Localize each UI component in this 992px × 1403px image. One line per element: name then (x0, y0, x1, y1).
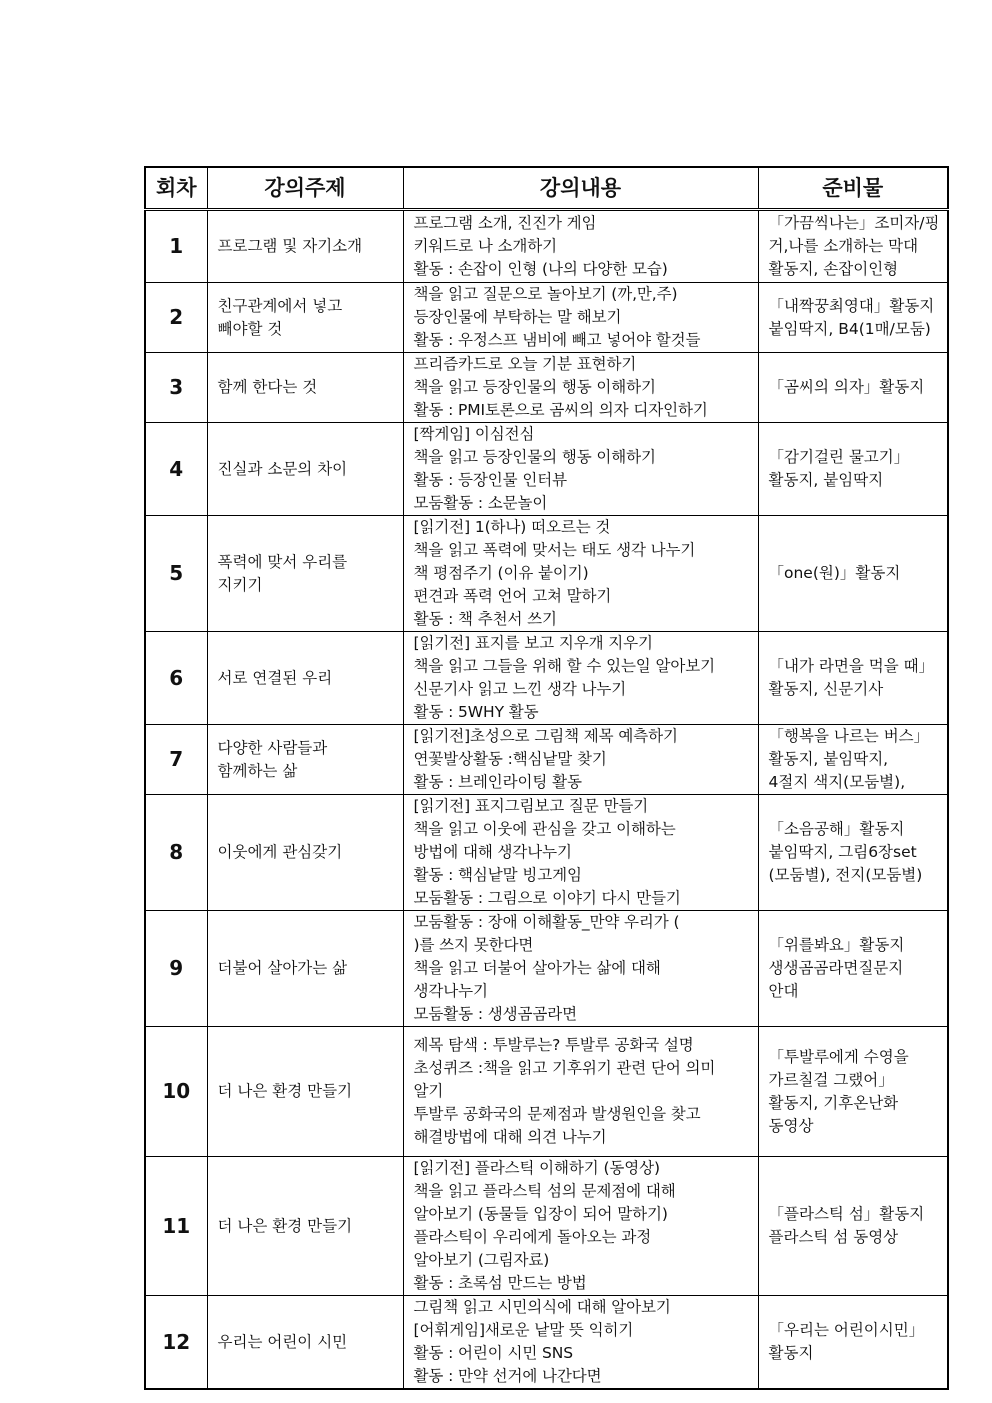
lecture-topic-line: 다양한 사람들과 (217, 738, 328, 757)
lecture-topic-line: 진실과 소문의 차이 (217, 459, 348, 478)
lecture-content-line: 신문기사 읽고 느낀 생각 나누기 (413, 680, 627, 698)
materials-line: 「위를봐요」활동지 (768, 936, 905, 954)
header-content: 강의내용 (403, 167, 758, 210)
lecture-content-line: 책 평점주기 (이유 붙이기) (413, 564, 589, 582)
lecture-content-line: 방법에 대해 생각나누기 (413, 843, 572, 861)
table-header-row (145, 167, 948, 210)
lecture-content-line: 활동 : 5WHY 활동 (413, 703, 539, 721)
lecture-content-line: 등장인물에 부탁하는 말 해보기 (413, 308, 622, 326)
materials-line: 「곰씨의 의자」활동지 (768, 378, 925, 396)
materials (758, 1296, 948, 1390)
lecture-topic (207, 1027, 403, 1157)
lecture-topic-line: 프로그램 및 자기소개 (217, 237, 363, 255)
lecture-content-line: 책을 읽고 이웃에 관심을 갖고 이해하는 (413, 820, 676, 838)
materials-line: 활동지, 손잡이인형 (768, 260, 899, 278)
lecture-topic-line: 이웃에게 관심갖기 (217, 843, 343, 861)
lecture-content-line: 활동 : 브레인라이팅 활동 (413, 773, 582, 791)
session-number: 2 (145, 283, 207, 353)
table-row (145, 632, 948, 725)
lecture-content (403, 1157, 758, 1296)
lecture-content-line: [읽기전] 표지그림보고 질문 만들기 (413, 797, 649, 815)
materials-line: 붙임딱지, B4(1매/모둠) (768, 319, 931, 338)
session-number: 12 (145, 1296, 207, 1390)
materials (758, 1027, 948, 1157)
materials (758, 1157, 948, 1296)
session-number: 5 (145, 516, 207, 632)
session-number: 7 (145, 725, 207, 795)
lecture-content-line: 책을 읽고 그들을 위해 할 수 있는일 알아보기 (413, 657, 716, 675)
materials-line: 플라스틱 섬 동영상 (768, 1228, 899, 1246)
materials-line: 「투발루에게 수영을 (768, 1047, 909, 1066)
session-number: 6 (145, 632, 207, 725)
lecture-topic (207, 1296, 403, 1390)
materials (758, 353, 948, 423)
lecture-content-line: [짝게임] 이심전심 (413, 425, 535, 443)
lecture-content-line: 활동 : 책 추천서 쓰기 (413, 610, 557, 628)
lecture-content-line: 활동 : PMI토론으로 곰씨의 의자 디자인하기 (413, 401, 708, 419)
table-row (145, 1296, 948, 1390)
header-materials: 준비물 (758, 167, 948, 210)
lecture-content-line: 책을 읽고 더불어 살아가는 삶에 대해 (413, 959, 661, 977)
table-row (145, 516, 948, 632)
lecture-content-line: 책을 읽고 질문으로 놀아보기 (까,만,주) (413, 285, 678, 303)
table-row (145, 911, 948, 1027)
lecture-content-line: )를 쓰지 못한다면 (413, 936, 534, 954)
materials (758, 632, 948, 725)
materials-line: 「행복을 나르는 버스」 (768, 727, 930, 745)
lecture-topic (207, 632, 403, 725)
lecture-content-line: 해결방법에 대해 의견 나누기 (413, 1128, 607, 1146)
table-row (145, 210, 948, 283)
lecture-content (403, 725, 758, 795)
lecture-content-line: [어휘게임]새로운 낱말 뜻 익히기 (413, 1321, 634, 1339)
materials-line: 「one(원)」활동지 (768, 564, 901, 582)
lecture-content-line: 키워드로 나 소개하기 (413, 237, 558, 255)
materials-line: 가르칠걸 그랬어」 (768, 1070, 894, 1089)
lecture-content (403, 423, 758, 516)
lecture-topic-line: 함께 한다는 것 (217, 378, 318, 396)
lecture-topic-line: 더 나은 환경 만들기 (217, 1082, 353, 1100)
lecture-content-line: [읽기전] 플라스틱 이해하기 (동영상) (413, 1159, 660, 1177)
lecture-content (403, 283, 758, 353)
lecture-content-line: 플라스틱이 우리에게 돌아오는 과정 (413, 1228, 652, 1246)
lecture-content-line: 활동 : 핵심낱말 빙고게임 (413, 866, 582, 884)
lecture-content-line: 활동 : 초록섬 만드는 방법 (413, 1274, 587, 1292)
materials-line: 「내짝꿍최영대」활동지 (768, 296, 935, 315)
lecture-content-line: 연꽃발상활동 :핵심낱말 찾기 (413, 750, 607, 768)
table-row (145, 795, 948, 911)
lecture-content-line: 그림책 읽고 시민의식에 대해 알아보기 (413, 1298, 671, 1316)
materials-line: 활동지, 붙임딱지, (768, 750, 889, 768)
materials-line: 동영상 (768, 1116, 814, 1135)
materials (758, 210, 948, 283)
lecture-content-line: 모둠활동 : 그림으로 이야기 다시 만들기 (413, 889, 681, 907)
lecture-topic-line: 지키기 (217, 575, 263, 594)
lecture-topic (207, 795, 403, 911)
lecture-content (403, 632, 758, 725)
materials-line: 「내가 라면을 먹을 때」 (768, 657, 935, 675)
materials (758, 911, 948, 1027)
lecture-topic (207, 210, 403, 283)
lecture-content-line: [읽기전] 1(하나) 떠오르는 것 (413, 518, 611, 536)
materials-line: 안대 (768, 982, 799, 1000)
header-topic: 강의주제 (207, 167, 403, 210)
lecture-content-line: 활동 : 우정스프 냄비에 빼고 넣어야 할것들 (413, 331, 701, 349)
materials-line: 활동지 (768, 1344, 814, 1362)
lecture-content-line: 알아보기 (동물들 입장이 되어 말하기) (413, 1205, 668, 1223)
table-row (145, 423, 948, 516)
lecture-topic (207, 353, 403, 423)
lecture-topic-line: 함께하는 삶 (217, 761, 298, 780)
lecture-content (403, 911, 758, 1027)
lecture-content-line: 편견과 폭력 언어 고쳐 말하기 (413, 587, 612, 605)
lecture-topic-line: 서로 연결된 우리 (217, 668, 333, 687)
lecture-content-line: 책을 읽고 등장인물의 행동 이해하기 (413, 448, 656, 466)
materials-line: 활동지, 붙임딱지 (768, 471, 884, 489)
materials-line: 활동지, 기후온난화 (768, 1093, 899, 1112)
lecture-content-line: 생각나누기 (413, 982, 488, 1000)
lecture-topic (207, 516, 403, 632)
materials-line: 「가끔씩나는」조미자/핑 (768, 214, 940, 232)
lecture-topic (207, 283, 403, 353)
materials (758, 795, 948, 911)
materials-line: 「플라스틱 섬」활동지 (768, 1205, 925, 1223)
lecture-content-line: 모둠활동 : 소문놀이 (413, 494, 548, 512)
materials (758, 423, 948, 516)
lecture-topic-line: 우리는 어린이 시민 (217, 1332, 348, 1351)
session-number: 3 (145, 353, 207, 423)
lecture-topic (207, 911, 403, 1027)
materials (758, 516, 948, 632)
lecture-content-line: 투발루 공화국의 문제점과 발생원인을 찾고 (413, 1105, 701, 1123)
lecture-content-line: 책을 읽고 등장인물의 행동 이해하기 (413, 378, 656, 396)
materials-line: 붙임딱지, 그림6장set (768, 843, 917, 861)
table-row (145, 1157, 948, 1296)
lecture-topic (207, 1157, 403, 1296)
lecture-topic-line: 친구관계에서 넣고 (217, 296, 343, 315)
materials-line: 「우리는 어린이시민」 (768, 1321, 925, 1339)
lecture-content (403, 1027, 758, 1157)
lecture-content-line: 활동 : 등장인물 인터뷰 (413, 471, 567, 489)
table-row (145, 283, 948, 353)
materials-line: (모둠별), 전지(모둠별) (768, 866, 923, 884)
materials-line: 거,나를 소개하는 막대 (768, 237, 919, 255)
lecture-content-line: 책을 읽고 폭력에 맞서는 태도 생각 나누기 (413, 541, 696, 559)
session-number: 10 (145, 1027, 207, 1157)
session-number: 4 (145, 423, 207, 516)
lecture-content-line: 모둠활동 : 장애 이해활동_만약 우리가 ( (413, 913, 680, 931)
lecture-content-line: 프리즘카드로 오늘 기분 표현하기 (413, 355, 637, 373)
materials-line: 활동지, 신문기사 (768, 680, 884, 698)
lecture-content-line: 알아보기 (그림자료) (413, 1251, 550, 1269)
materials-line: 생생곰곰라면질문지 (768, 959, 904, 977)
session-number: 8 (145, 795, 207, 911)
lecture-content-line: 활동 : 손잡이 인형 (나의 다양한 모습) (413, 260, 668, 278)
lecture-topic-line: 폭력에 맞서 우리를 (217, 552, 348, 571)
lecture-content-line: [읽기전]초성으로 그림책 제목 예측하기 (413, 727, 678, 745)
session-number: 11 (145, 1157, 207, 1296)
lecture-content (403, 210, 758, 283)
lecture-content (403, 516, 758, 632)
lecture-content (403, 353, 758, 423)
lecture-content-line: [읽기전] 표지를 보고 지우개 지우기 (413, 634, 653, 652)
table-row (145, 725, 948, 795)
materials-line: 「소음공해」활동지 (768, 820, 905, 838)
lecture-content-line: 알기 (413, 1082, 444, 1100)
materials-line: 4절지 색지(모둠별), (768, 773, 906, 791)
lecture-content (403, 1296, 758, 1390)
lecture-content-line: 모둠활동 : 생생곰곰라면 (413, 1005, 578, 1023)
lecture-content-line: 제목 탐색 : 투발루는? 투발루 공화국 설명 (413, 1036, 694, 1054)
materials-line: 「감기걸린 물고기」 (768, 448, 910, 466)
lecture-topic-line: 더 나은 환경 만들기 (217, 1216, 353, 1235)
lecture-content-line: 프로그램 소개, 진진가 게임 (413, 214, 597, 232)
table-body (145, 210, 948, 1390)
lecture-content-line: 책을 읽고 플라스틱 섬의 문제점에 대해 (413, 1182, 676, 1200)
lecture-content-line: 활동 : 만약 선거에 나간다면 (413, 1367, 602, 1385)
session-number: 9 (145, 911, 207, 1027)
lecture-topic (207, 423, 403, 516)
lecture-topic-line: 빼야할 것 (217, 319, 283, 338)
lecture-topic (207, 725, 403, 795)
materials (758, 725, 948, 795)
lecture-topic-line: 더불어 살아가는 삶 (217, 959, 348, 977)
lecture-schedule-table (144, 166, 949, 1390)
table-row (145, 1027, 948, 1157)
header-session: 회차 (145, 167, 207, 210)
lecture-content-line: 초성퀴즈 :책을 읽고 기후위기 관련 단어 의미 (413, 1059, 716, 1077)
session-number: 1 (145, 210, 207, 283)
lecture-content-line: 활동 : 어린이 시민 SNS (413, 1344, 574, 1362)
lecture-content (403, 795, 758, 911)
materials (758, 283, 948, 353)
table-row (145, 353, 948, 423)
